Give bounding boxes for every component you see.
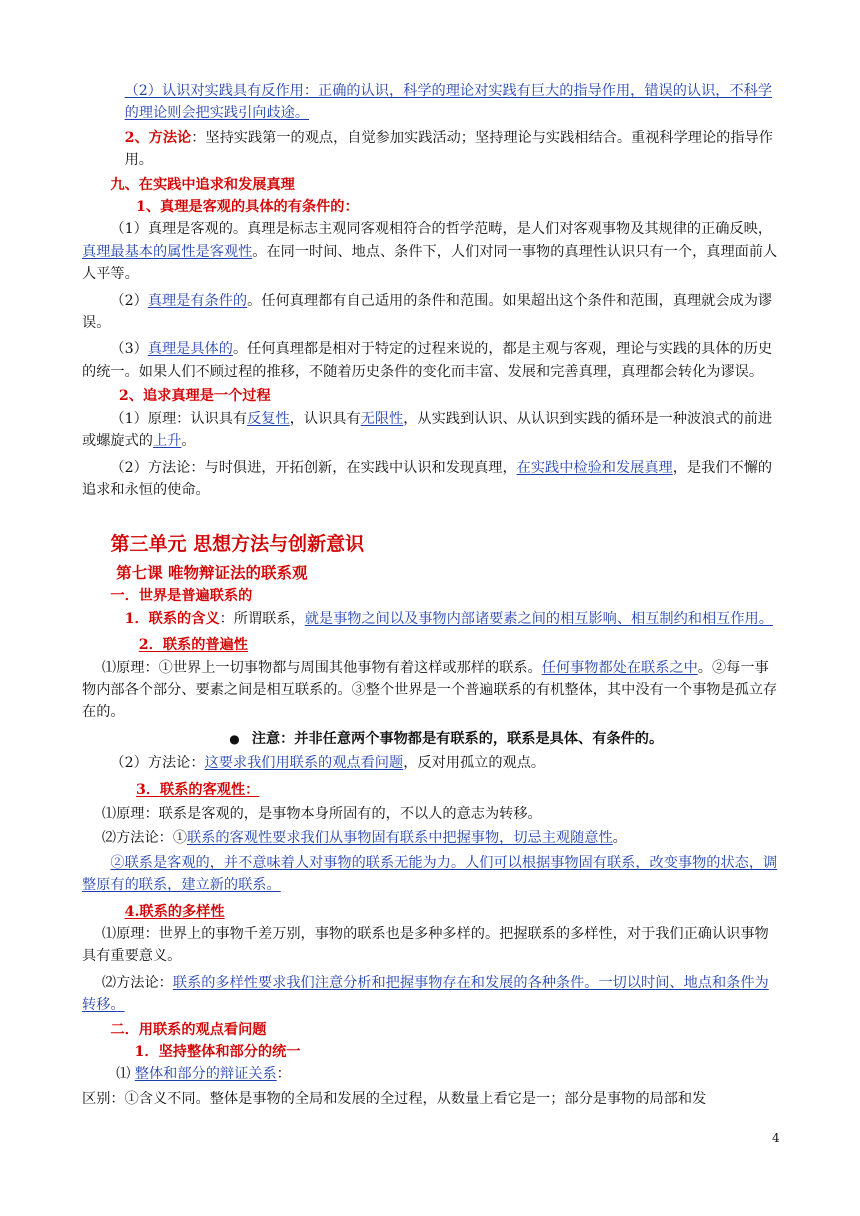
heading-section-9 xyxy=(82,174,782,196)
objectivity-title[interactable]: 3．联系的客观性： xyxy=(135,781,260,798)
methodology-text: ：坚持实践第一的观点，自觉参加实践活动；坚持理论与实践相结合。重视科学理论的指导作用。 xyxy=(124,129,773,169)
universality-title[interactable]: 2．联系的普遍性 xyxy=(138,637,248,654)
link-meaning-link[interactable]: 就是事物之间以及事物内部诸要素之间的相互影响、相互制约和相互作用。 xyxy=(304,610,773,627)
paragraph-reaction xyxy=(82,80,782,125)
diversity-text: ⑴原理：世界上的事物千差万别，事物的联系也是多种多样的。把握联系的多样性，对于我们正确认识事物具有重要意义。 xyxy=(82,926,769,965)
paragraph-truth-3 xyxy=(82,338,782,383)
methodology-label: 2、方法论 xyxy=(124,129,192,146)
truth-objective-title: 1、真理是客观的具体的有条件的： xyxy=(135,199,359,216)
objectivity-method-link[interactable]: 联系的客观性要求我们从事物固有联系中把握事物，切忌主观随意性 xyxy=(187,830,613,847)
heading-diversity xyxy=(82,901,782,923)
process-1-text-mid: ，认识具有 xyxy=(289,410,361,427)
unit-3-title: 第三单元 思想方法与创新意识 xyxy=(110,533,365,556)
objectivity-method-label: ⑵方法论：① xyxy=(101,830,188,847)
objectivity-text: ⑴原理：联系是客观的，是事物本身所固有的，不以人的意志为转移。 xyxy=(101,805,542,822)
link-meaning-label: 1．联系的含义 xyxy=(124,610,220,627)
link-meaning-text: ：所谓联系， xyxy=(219,610,305,627)
section-1-title: 一．世界是普遍联系的 xyxy=(110,588,253,605)
section-9-title: 九、在实践中追求和发展真理 xyxy=(110,176,295,193)
heading-objectivity xyxy=(82,779,782,801)
paragraph-methodology xyxy=(82,127,782,172)
page-content xyxy=(82,80,782,1110)
heading-truth-objective xyxy=(82,196,782,218)
heading-whole-part xyxy=(82,1041,782,1063)
paragraph-objectivity-method xyxy=(82,827,782,849)
truth-2-link[interactable]: 真理是有条件的 xyxy=(147,292,248,309)
process-2-text-end: ，是我们不懈的追求和永恒的使命。 xyxy=(82,459,773,498)
process-1-link-infinite[interactable]: 无限性 xyxy=(360,410,404,427)
process-1-text: （1）原理：认识具有 xyxy=(110,410,248,427)
universality-text: ⑴原理：①世界上一切事物都与周围其他事物有着这样或那样的联系。 xyxy=(101,659,542,676)
lesson-7-title: 第七课 唯物辩证法的联系观 xyxy=(116,563,308,583)
truth-3-text: 。任何真理都是相对于特定的过程来说的，都是主观与客观，理论与实践的具体的历史的统一。如果人们不顾过程的推移，不随着历史条件的变化而丰富、发展和完善真理，真理都会转化为谬误。 xyxy=(82,341,773,380)
truth-3-link[interactable]: 真理是具体的 xyxy=(147,341,233,358)
process-1-text-cont: ，从实践到认识、从认识到实践的循环是一种波浪式的前进或螺旋式的 xyxy=(82,410,773,450)
process-2-link[interactable]: 在实践中检验和发展真理 xyxy=(516,459,673,476)
process-2-text: （2）方法论：与时俱进，开拓创新，在实践中认识和发现真理， xyxy=(110,459,517,476)
paragraph-universality xyxy=(82,657,782,724)
paragraph-link-meaning xyxy=(82,608,782,630)
paragraph-process-2 xyxy=(82,457,782,502)
objectivity-method-2-link[interactable]: ②联系是客观的，并不意味着人对事物的联系无能为力。人们可以根据事物固有联系，改变事物的状态，调整原有的联系，建立新的联系。 xyxy=(82,854,778,894)
paragraph-process-1 xyxy=(82,408,782,453)
universality-method-label: （2）方法论： xyxy=(110,755,205,772)
note-text: 注意：并非任意两个事物都是有联系的，联系是具体、有条件的。 xyxy=(251,730,664,747)
whole-part-title: 1．坚持整体和部分的统一 xyxy=(134,1044,301,1061)
process-1-link-rise[interactable]: 上升 xyxy=(152,433,182,450)
paragraph-universality-method xyxy=(82,752,782,774)
whole-part-num: ⑴ xyxy=(116,1066,135,1083)
truth-2-num: （2） xyxy=(110,292,148,309)
reaction-link[interactable]: （2）认识对实践具有反作用：正确的认识，科学的理论对实践有巨大的指导作用，错误的认识，不科学的理论则会把实践引向歧途。 xyxy=(124,83,773,122)
heading-universality xyxy=(82,634,782,656)
page-number: 4 xyxy=(772,1131,780,1145)
universality-method-text: ，反对用孤立的观点。 xyxy=(403,755,546,772)
whole-part-link[interactable]: 整体和部分的辩证关系 xyxy=(134,1066,277,1083)
paragraph-difference: 区别：①含义不同。整体是事物的全局和发展的全过程，从数量上看它是一；部分是事物的局部和发 xyxy=(82,1090,707,1107)
paragraph-truth-1 xyxy=(82,218,782,285)
paragraph-whole-part xyxy=(82,1063,782,1085)
universality-method-link[interactable]: 这要求我们用联系的观点看问题 xyxy=(204,755,404,772)
heading-truth-process xyxy=(82,385,782,407)
truth-1-text-end: 。在同一时间、地点、条件下，人们对同一事物的真理性认识只有一个，真理面前人人平等。 xyxy=(82,243,778,283)
bullet-icon: ● xyxy=(229,731,240,746)
truth-2-text: 。任何真理都有自己适用的条件和范围。如果超出这个条件和范围，真理就会成为谬误。 xyxy=(82,292,773,332)
paragraph-objectivity-method-2 xyxy=(82,852,782,897)
objectivity-method-end: 。 xyxy=(612,830,627,847)
process-1-text-end: 。 xyxy=(181,433,196,450)
section-2-title: 二．用联系的观点看问题 xyxy=(110,1021,267,1038)
paragraph-objectivity xyxy=(82,803,782,825)
universality-text-end: 。②每一事物内部各个部分、要素之间是相互联系的。③整个世界是一个普遍联系的有机整体，其中没有一个事物是孤立存在的。 xyxy=(82,659,778,721)
paragraph-truth-2 xyxy=(82,290,782,335)
heading-section-1 xyxy=(82,585,782,607)
universality-link[interactable]: 任何事物都处在联系之中 xyxy=(541,659,698,676)
truth-1-link[interactable]: 真理最基本的属性是客观性 xyxy=(82,243,253,260)
truth-3-num: （3） xyxy=(110,341,148,358)
diversity-method-link[interactable]: 联系的多样性要求我们注意分析和把握事物存在和发展的各种条件。一切以时间、地点和条件为转移。 xyxy=(82,974,769,1014)
note-line xyxy=(82,728,782,750)
paragraph-diversity-method xyxy=(82,972,782,1017)
process-1-link-repeat[interactable]: 反复性 xyxy=(247,410,290,427)
paragraph-diversity xyxy=(82,923,782,968)
truth-process-title: 2、追求真理是一个过程 xyxy=(118,388,271,405)
diversity-title[interactable]: 4.联系的多样性 xyxy=(124,903,225,920)
heading-section-2 xyxy=(82,1019,782,1041)
whole-part-colon: ： xyxy=(276,1066,291,1083)
truth-1-text: （1）真理是客观的。真理是标志主观同客观相符合的哲学范畴，是人们对客观事物及其规律的正确反映， xyxy=(110,221,773,238)
diversity-method-label: ⑵方法论： xyxy=(101,974,173,991)
